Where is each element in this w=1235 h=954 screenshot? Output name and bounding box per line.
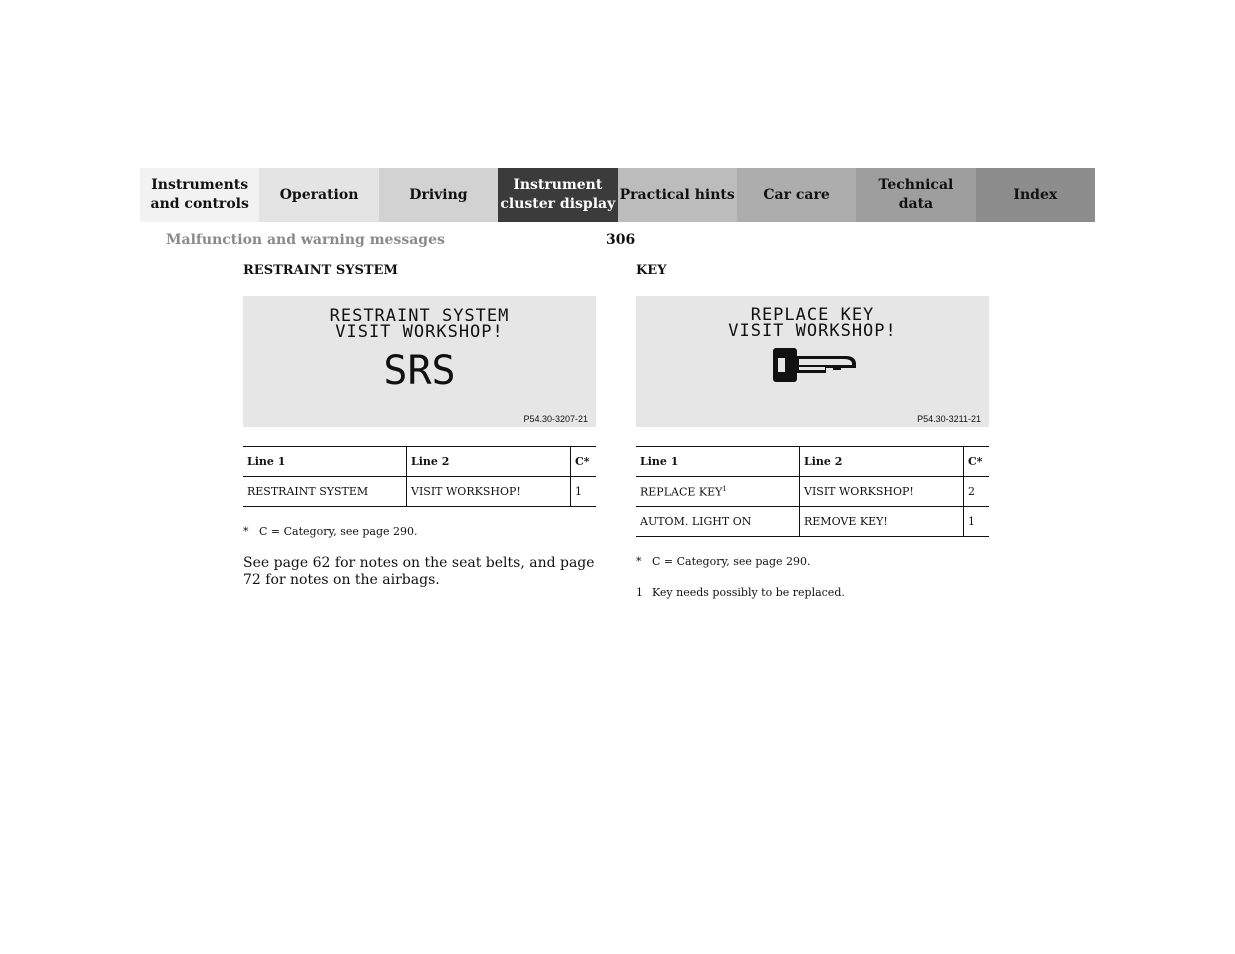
key-heading: KEY: [636, 263, 667, 278]
footnote-text: C = Category, see page 290.: [652, 555, 811, 568]
table-cell: 1: [964, 507, 990, 537]
tab-instruments-and-controls[interactable]: Instruments and controls: [140, 168, 259, 222]
table-cell: [636, 477, 800, 507]
tab-practical-hints[interactable]: Practical hints: [618, 168, 737, 222]
table-cell: RESTRAINT SYSTEM: [243, 477, 407, 507]
display-line-1: REPLACE KEY: [750, 305, 875, 325]
display-line-2: VISIT WORKSHOP!: [335, 322, 504, 342]
tab-operation[interactable]: Operation: [259, 168, 378, 222]
display-line-1: RESTRAINT SYSTEM: [329, 306, 510, 326]
footnote-mark: 1: [636, 586, 643, 599]
table-row: [243, 477, 596, 507]
footnote-text: Key needs possibly to be replaced.: [652, 586, 845, 599]
column-header: C*: [571, 447, 597, 477]
table-row: [636, 477, 989, 507]
table-cell: 1: [571, 477, 597, 507]
figure-reference: P54.30-3207-21: [523, 414, 588, 424]
tab-car-care[interactable]: Car care: [737, 168, 856, 222]
restraint-system-section: [243, 263, 596, 603]
restraint-message-table: [243, 446, 596, 507]
column-header: Line 1: [636, 447, 800, 477]
tab-driving[interactable]: Driving: [379, 168, 498, 222]
key-section: [636, 263, 989, 599]
table-cell: VISIT WORKSHOP!: [800, 477, 964, 507]
footnote-mark: *: [636, 555, 642, 568]
figure-reference: P54.30-3211-21: [917, 414, 981, 424]
category-footnote: [636, 555, 989, 568]
table-cell: VISIT WORKSHOP!: [407, 477, 571, 507]
footnote-reference: 1: [722, 484, 727, 493]
column-header: Line 2: [407, 447, 571, 477]
key-replacement-footnote: [636, 586, 989, 599]
chapter-tabs: [140, 168, 1095, 222]
footnote-text: C = Category, see page 290.: [259, 525, 418, 538]
table-row: [636, 507, 989, 537]
key-message-table: [636, 446, 989, 537]
column-header: Line 1: [243, 447, 407, 477]
column-header: C*: [964, 447, 990, 477]
key-display-illustration: [636, 296, 989, 427]
key-icon: [771, 346, 861, 384]
footnote-mark: *: [243, 525, 249, 538]
table-header-row: [636, 447, 989, 477]
section-title: Malfunction and warning messages: [166, 232, 445, 248]
tab-instrument-cluster-display[interactable]: Instrument cluster display: [498, 168, 617, 222]
srs-symbol: SRS: [383, 348, 456, 394]
cell-text: REPLACE KEY: [640, 485, 723, 499]
table-cell: 2: [964, 477, 990, 507]
category-footnote: [243, 525, 596, 538]
page-number: 306: [606, 232, 636, 248]
table-header-row: [243, 447, 596, 477]
restraint-display-illustration: [243, 296, 596, 427]
table-cell: REMOVE KEY!: [800, 507, 964, 537]
column-header: Line 2: [800, 447, 964, 477]
display-line-2: VISIT WORKSHOP!: [728, 321, 897, 341]
seat-belt-airbag-note: See page 62 for notes on the seat belts, and page 72 for notes on the airbags.: [243, 555, 595, 588]
tab-index[interactable]: Index: [976, 168, 1095, 222]
restraint-system-heading: RESTRAINT SYSTEM: [243, 263, 398, 278]
tab-technical-data[interactable]: Technical data: [856, 168, 975, 222]
table-cell: AUTOM. LIGHT ON: [636, 507, 800, 537]
